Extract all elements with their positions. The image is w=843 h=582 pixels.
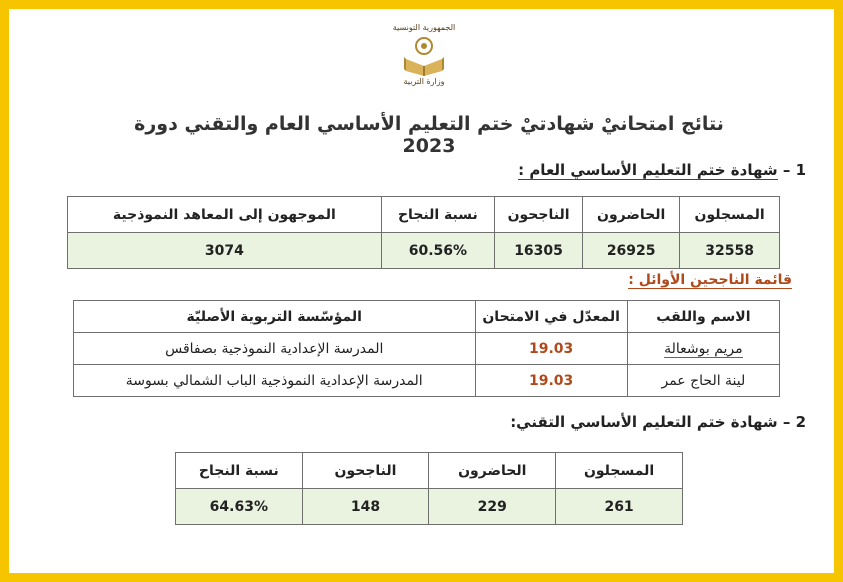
value-registered: 261 xyxy=(556,489,683,525)
value-present: 229 xyxy=(429,489,556,525)
value-pass-rate: 60.56% xyxy=(381,233,494,269)
table-row xyxy=(68,233,780,269)
table-header-row xyxy=(74,301,780,333)
section2-number: 2 – xyxy=(777,413,806,431)
student-name: لينة الحاج عمر xyxy=(627,365,779,397)
logo-top-text: الجمهورية التونسية xyxy=(392,23,456,32)
section1-heading xyxy=(518,161,806,179)
technical-results-table xyxy=(175,452,683,525)
student-score: 19.03 xyxy=(475,365,627,397)
table-row xyxy=(74,365,780,397)
logo-bottom-text: وزارة التربية xyxy=(403,77,445,86)
table-header-row xyxy=(176,453,683,489)
section2-title: شهادة ختم التعليم الأساسي التقني: xyxy=(510,413,778,431)
top-students-table xyxy=(73,300,780,397)
header-passed: الناجحون xyxy=(302,453,429,489)
value-pass-rate: 64.63% xyxy=(176,489,303,525)
value-present: 26925 xyxy=(583,233,680,269)
header-name: الاسم واللقب xyxy=(627,301,779,333)
value-oriented-pilot: 3074 xyxy=(68,233,382,269)
top-students-heading: قائمة الناجحين الأوائل : xyxy=(628,272,792,288)
header-score: المعدّل في الامتحان xyxy=(475,301,627,333)
section1-number: 1 – xyxy=(777,161,806,179)
value-registered: 32558 xyxy=(680,233,780,269)
header-school: المؤسّسة التربوية الأصليّة xyxy=(74,301,476,333)
general-results-table xyxy=(67,196,780,269)
section1-title: شهادة ختم التعليم الأساسي العام : xyxy=(518,161,778,179)
header-registered: المسجلون xyxy=(556,453,683,489)
ministry-logo xyxy=(394,23,454,89)
header-pass-rate: نسبة النجاح xyxy=(381,197,494,233)
header-oriented-pilot: الموجهون إلى المعاهد النموذجية xyxy=(68,197,382,233)
page-title: نتائج امتحانيْ شهادتيْ ختم التعليم الأساسي العام والتقني دورة 2023 xyxy=(134,113,724,157)
value-passed: 148 xyxy=(302,489,429,525)
header-passed: الناجحون xyxy=(494,197,582,233)
table-row xyxy=(176,489,683,525)
student-school: المدرسة الإعدادية النموذجية الباب الشمالي بسوسة xyxy=(74,365,476,397)
header-registered: المسجلون xyxy=(680,197,780,233)
section2-heading xyxy=(510,413,806,431)
student-name: مريم بوشعالة xyxy=(627,333,779,365)
student-school: المدرسة الإعدادية النموذجية بصفاقس xyxy=(74,333,476,365)
header-pass-rate: نسبة النجاح xyxy=(176,453,303,489)
header-present: الحاضرون xyxy=(429,453,556,489)
table-header-row xyxy=(68,197,780,233)
header-present: الحاضرون xyxy=(583,197,680,233)
value-passed: 16305 xyxy=(494,233,582,269)
student-score: 19.03 xyxy=(475,333,627,365)
ministry-emblem-icon xyxy=(402,33,446,77)
table-row xyxy=(74,333,780,365)
